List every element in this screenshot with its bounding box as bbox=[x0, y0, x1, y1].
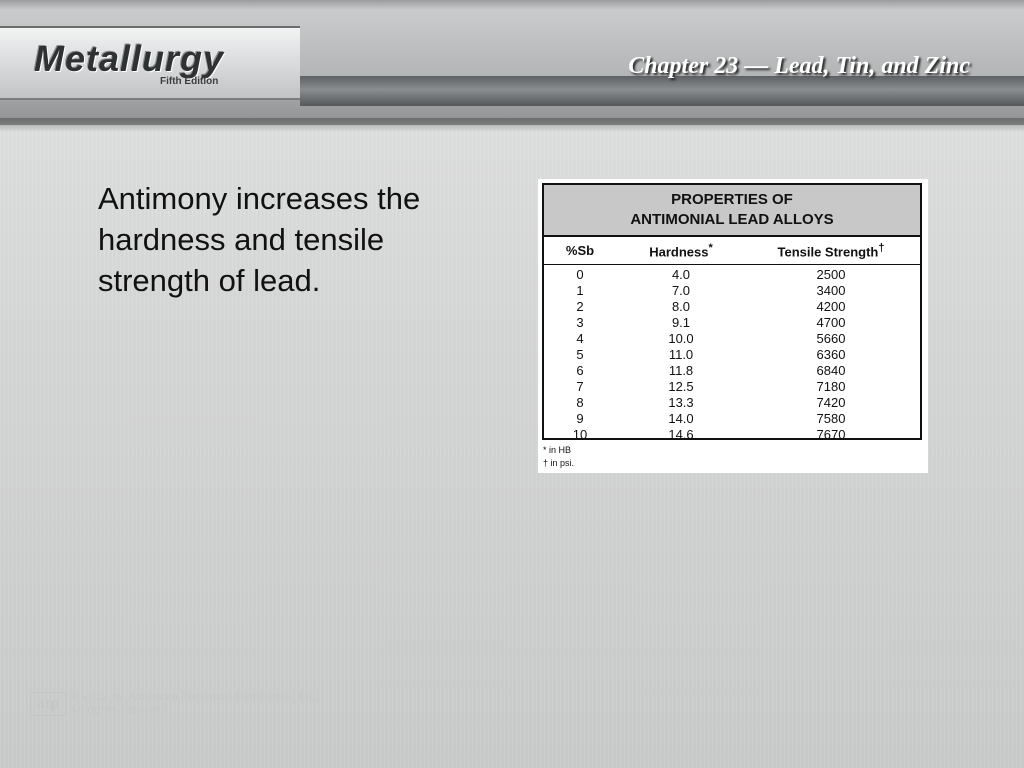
copyright-notice bbox=[70, 691, 319, 717]
footnote-hardness: * in HB bbox=[543, 445, 572, 455]
table-row bbox=[544, 363, 920, 379]
cell-tensile-strength: 7420 bbox=[816, 395, 846, 410]
table-row bbox=[544, 267, 920, 283]
cell-sb: 4 bbox=[576, 331, 584, 346]
table-row bbox=[544, 299, 920, 315]
copyright-line-1: © 2012 by American Technical Publishers, Inc. bbox=[70, 691, 319, 703]
cell-sb: 9 bbox=[576, 411, 584, 426]
table-body bbox=[544, 265, 920, 443]
table-row bbox=[544, 331, 920, 347]
column-header-sb: %Sb bbox=[565, 243, 595, 258]
cell-hardness: 14.6 bbox=[668, 427, 694, 442]
cell-sb: 1 bbox=[576, 283, 584, 298]
cell-tensile-strength: 4700 bbox=[816, 315, 846, 330]
edition-label: Fifth Edition bbox=[160, 76, 219, 87]
chapter-title: Chapter 23 — Lead, Tin, and Zinc bbox=[628, 53, 970, 79]
table-row bbox=[544, 395, 920, 411]
cell-sb: 7 bbox=[576, 379, 584, 394]
table-row bbox=[544, 411, 920, 427]
table-title-line-2: ANTIMONIAL LEAD ALLOYS bbox=[630, 211, 834, 228]
cell-tensile-strength: 7670 bbox=[816, 427, 846, 442]
table-row bbox=[544, 315, 920, 331]
cell-tensile-strength: 6840 bbox=[816, 363, 846, 378]
chapter-band bbox=[300, 76, 1024, 106]
book-logo: Metallurgy bbox=[34, 38, 225, 79]
cell-hardness: 10.0 bbox=[668, 331, 694, 346]
table-row bbox=[544, 427, 920, 443]
cell-hardness: 11.8 bbox=[668, 363, 694, 378]
table-row bbox=[544, 379, 920, 395]
cell-sb: 2 bbox=[576, 299, 584, 314]
column-header-tensile-strength: Tensile Strength† bbox=[777, 241, 885, 260]
cell-sb: 5 bbox=[576, 347, 584, 362]
cell-tensile-strength: 6360 bbox=[816, 347, 846, 362]
cell-tensile-strength: 3400 bbox=[816, 283, 846, 298]
cell-sb: 8 bbox=[576, 395, 584, 410]
cell-tensile-strength: 4200 bbox=[816, 299, 846, 314]
slide-header bbox=[0, 0, 1024, 125]
cell-hardness: 8.0 bbox=[671, 299, 691, 314]
header-shadow bbox=[0, 118, 1024, 132]
table-title bbox=[544, 185, 920, 237]
cell-tensile-strength: 5660 bbox=[816, 331, 846, 346]
table-row bbox=[544, 347, 920, 363]
footnote-tensile: † in psi. bbox=[543, 458, 575, 468]
slide-body-text: Antimony increases the hardness and tensile strength of lead. bbox=[98, 181, 421, 298]
cell-hardness: 12.5 bbox=[668, 379, 694, 394]
cell-sb: 0 bbox=[576, 267, 584, 282]
cell-hardness: 4.0 bbox=[671, 267, 691, 282]
cell-hardness: 14.0 bbox=[668, 411, 694, 426]
table-row bbox=[544, 283, 920, 299]
cell-hardness: 9.1 bbox=[671, 315, 691, 330]
cell-sb: 10 bbox=[572, 427, 588, 442]
cell-hardness: 13.3 bbox=[668, 395, 694, 410]
cell-sb: 6 bbox=[576, 363, 584, 378]
cell-tensile-strength: 7580 bbox=[816, 411, 846, 426]
cell-tensile-strength: 7180 bbox=[816, 379, 846, 394]
cell-sb: 3 bbox=[576, 315, 584, 330]
hardness-footnote-mark: * bbox=[708, 241, 713, 254]
table-column-headers bbox=[544, 237, 920, 265]
publisher-logo: atp bbox=[30, 692, 66, 716]
column-header-hardness: Hardness* bbox=[649, 241, 713, 260]
properties-table bbox=[542, 183, 922, 440]
cell-tensile-strength: 2500 bbox=[816, 267, 846, 282]
cell-hardness: 7.0 bbox=[671, 283, 691, 298]
cell-hardness: 11.0 bbox=[668, 347, 694, 362]
properties-table-figure bbox=[538, 179, 928, 473]
copyright-line-2: All rights reserved bbox=[70, 704, 168, 716]
table-title-line-1: PROPERTIES OF bbox=[671, 191, 793, 208]
tensile-footnote-mark: † bbox=[878, 241, 885, 254]
